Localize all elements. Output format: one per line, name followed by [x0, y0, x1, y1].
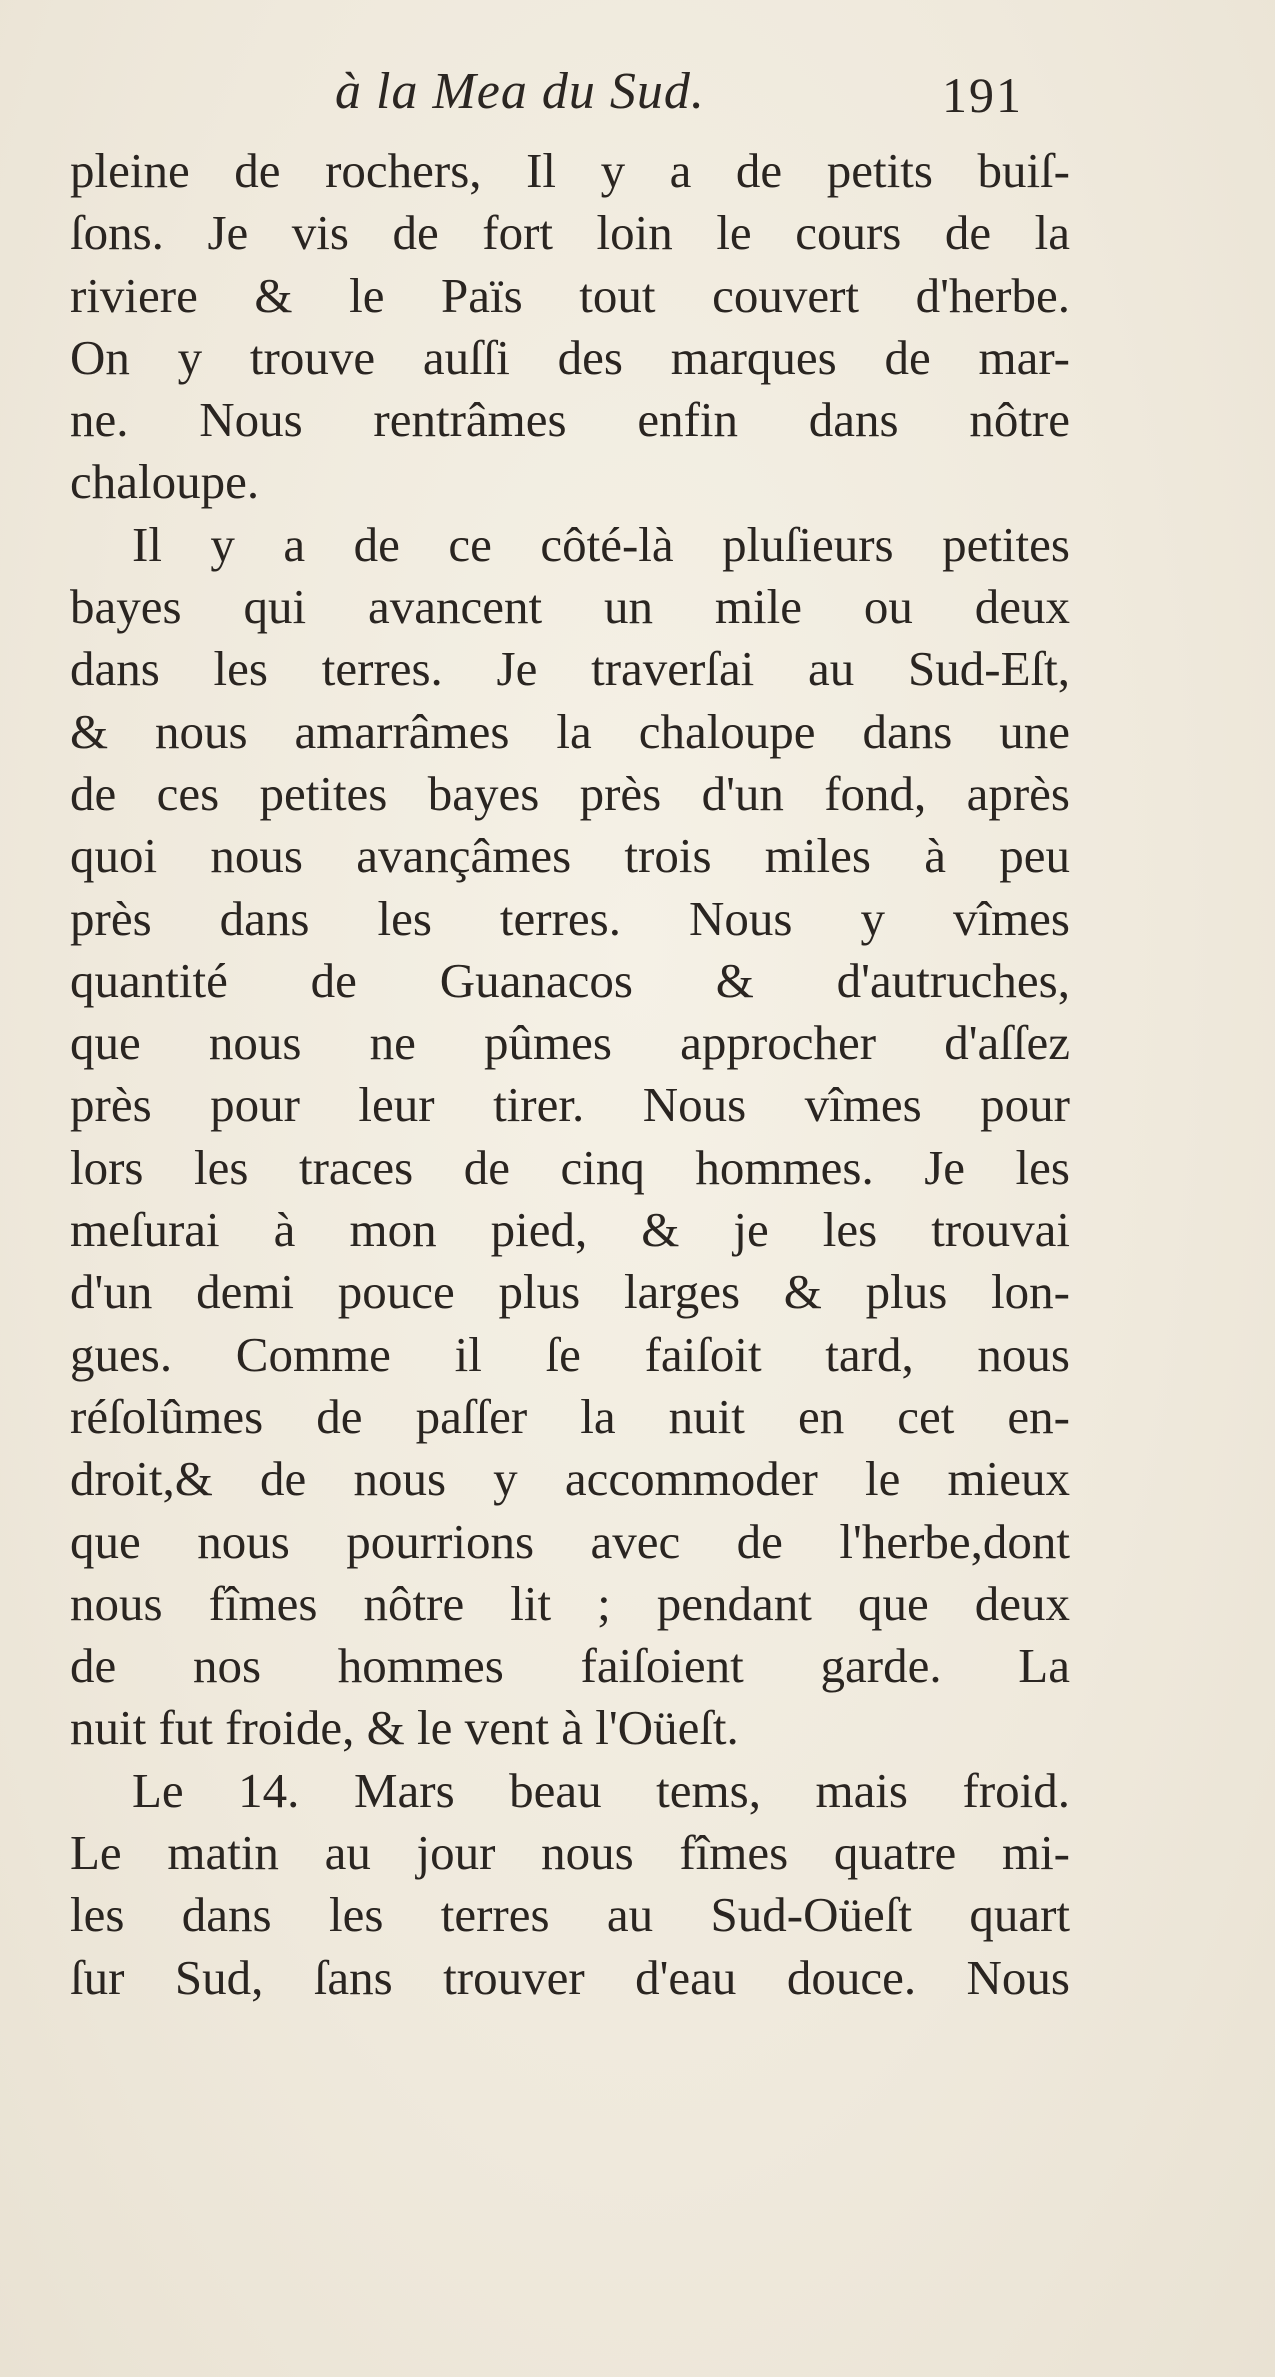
text-line: nous fîmes nôtre lit ; pendant que deux — [70, 1575, 1070, 1631]
text-line: que nous pourrions avec de l'herbe,dont — [70, 1513, 1070, 1569]
text-line: On y trouve auſſi des marques de mar- — [70, 329, 1070, 385]
text-line: pleine de rochers, Il y a de petits buiſ- — [70, 143, 1070, 198]
text-line: meſurai à mon pied, & je les trouvai — [70, 1202, 1070, 1258]
text-line: Le 14. Mars beau tems, mais froid. — [132, 1762, 1070, 1818]
text-line: les dans les terres au Sud-Oüeſt quart — [70, 1887, 1070, 1943]
page-number: 191 — [942, 67, 1023, 123]
text-line: chaloupe. — [70, 454, 260, 510]
text-line: de nos hommes faiſoient garde. La — [70, 1638, 1070, 1694]
text-line: Le matin au jour nous fîmes quatre mi- — [70, 1825, 1070, 1881]
text-line: nuit fut froide, & le vent à l'Oüeſt. — [70, 1700, 739, 1756]
text-line: quoi nous avançâmes trois miles à peu — [70, 828, 1070, 884]
text-line: d'un demi pouce plus larges & plus lon- — [70, 1264, 1070, 1320]
text-line: près dans les terres. Nous y vîmes — [70, 890, 1070, 946]
text-line: ſur Sud, ſans trouver d'eau douce. Nous — [70, 1949, 1070, 2005]
text-line: quantité de Guanacos & d'autruches, — [70, 952, 1070, 1008]
text-line: près pour leur tirer. Nous vîmes pour — [70, 1077, 1070, 1133]
text-line: ſons. Je vis de fort loin le cours de la — [70, 205, 1070, 261]
text-line: & nous amarrâmes la chaloupe dans une — [70, 703, 1070, 759]
text-line: gues. Comme il ſe faiſoit tard, nous — [70, 1326, 1070, 1382]
page-header — [0, 62, 1275, 132]
text-line: Il y a de ce côté-là pluſieurs petites — [132, 516, 1070, 572]
body-text — [70, 140, 1070, 2009]
text-line: que nous ne pûmes approcher d'aſſez — [70, 1015, 1070, 1071]
text-line: riviere & le Païs tout couvert d'herbe. — [70, 267, 1070, 323]
running-title: à la Mea du Sud. — [335, 63, 705, 120]
text-line: ne. Nous rentrâmes enfin dans nôtre — [70, 392, 1070, 448]
text-line: bayes qui avancent un mile ou deux — [70, 579, 1070, 635]
text-line: lors les traces de cinq hommes. Je les — [70, 1139, 1070, 1195]
text-line: réſolûmes de paſſer la nuit en cet en- — [70, 1388, 1070, 1444]
text-line: droit,& de nous y accommoder le mieux — [70, 1451, 1070, 1507]
text-line: de ces petites bayes près d'un fond, après — [70, 765, 1070, 821]
text-line: dans les terres. Je traverſai au Sud-Eſt, — [70, 641, 1070, 697]
